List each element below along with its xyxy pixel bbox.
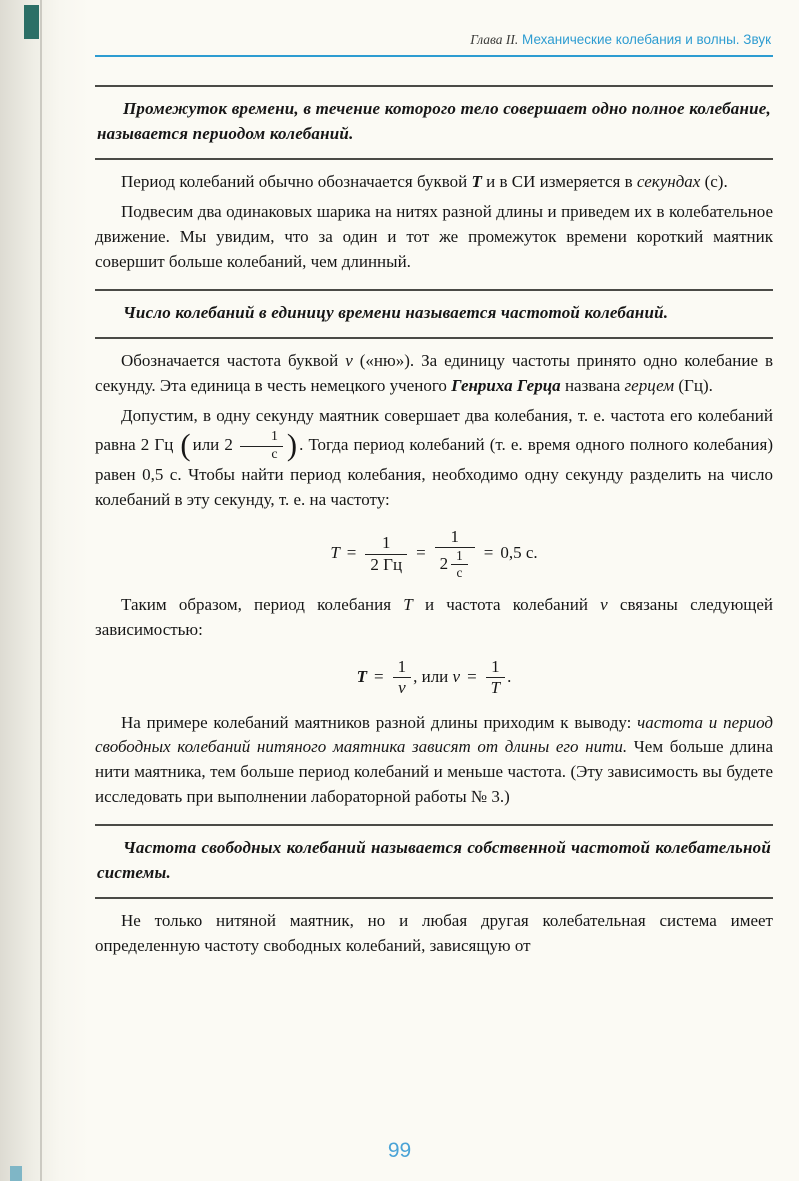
scan-corner-mark — [24, 5, 39, 39]
fraction — [393, 657, 412, 699]
paragraph-length-dependence — [95, 711, 773, 810]
fraction-numerator: 1 — [435, 527, 475, 548]
paragraph-two-pendulums: Подвесим два одинаковых шарика на нитях разной длины и приведем их в колебательное движение. Мы увидим, что за один и тот же промежуток времени короткий маятник совершит больше колебаний, чем длинный. — [95, 202, 773, 271]
formula-connector: , или — [413, 666, 453, 686]
text-run: . Тогда период колебаний (т. е. время одного полного колебания) равен 0,5 с. Чтобы найти период колебания, необходимо одну секунду разделить на число колебаний в эту секунду, т. е. на частоту: — [95, 434, 773, 510]
definition-frequency — [95, 289, 773, 340]
equals-sign: = — [346, 542, 357, 562]
text-run: Обозначается частота буквой — [121, 351, 346, 371]
denominator-group — [440, 548, 470, 581]
text-run: Чем больше длина нити маятника, тем больше период колебаний и меньше частота. (Эту зависимость вы будете исследовать при выполнении лабораторной работы № 3.) — [95, 737, 773, 806]
open-paren: ( — [180, 428, 191, 463]
chapter-title: Механические колебания и волны. Звук — [518, 32, 771, 47]
nested-fraction — [451, 548, 468, 581]
scan-edge-shadow — [40, 0, 42, 1181]
text-run: связаны следующей зависимостью: — [95, 595, 773, 639]
emphasis-conclusion: частота и период свободных колебаний нитяного маятника зависят от длины его нити. — [95, 712, 773, 757]
formula-term: T — [356, 666, 367, 686]
emphasis-hertz: герцем — [624, 376, 675, 396]
fraction — [486, 657, 505, 699]
paragraph-example-two-oscillations — [95, 404, 773, 513]
equals-sign: = — [467, 666, 477, 686]
chapter-header — [95, 30, 773, 50]
text-run: (с). — [700, 172, 728, 192]
text-run: (Гц). — [674, 376, 713, 396]
fraction-denominator: с — [271, 446, 278, 462]
definition-natural-frequency — [95, 824, 773, 900]
fraction-numerator: 1 — [486, 657, 505, 678]
emphasis-seconds: секундах — [636, 172, 701, 192]
scan-bottom-mark — [10, 1166, 22, 1181]
symbol-nu: ν — [345, 351, 353, 371]
fraction-denominator: 2 Гц — [370, 554, 403, 574]
fraction-numerator: 1 — [365, 533, 407, 554]
symbol-nu: ν — [600, 595, 608, 615]
page-number: 99 — [387, 1139, 412, 1162]
text-run: Допустим, в одну секунду маятник совершает два колебания, т. е. частота его колебаний равна 2 Гц — [95, 406, 773, 454]
formula-term: ν — [452, 666, 461, 686]
formula-result: 0,5 с. — [500, 542, 538, 562]
definition-period — [95, 85, 773, 161]
symbol-T: T — [403, 595, 413, 615]
paragraph-relation-intro — [95, 593, 773, 643]
paragraph-frequency-unit — [95, 349, 773, 399]
page-content — [95, 30, 773, 964]
text-run: На примере колебаний маятников разной длины приходим к выводу: — [121, 712, 638, 732]
fraction — [435, 527, 475, 581]
symbol-T: T — [471, 172, 482, 192]
text-run: и в СИ измеряется в — [481, 172, 637, 192]
fraction-numerator: 1 — [451, 548, 468, 565]
coefficient: 2 — [439, 554, 449, 574]
text-run: или 2 — [192, 434, 238, 454]
fraction — [365, 533, 407, 575]
formula-term: T — [330, 542, 340, 562]
chapter-label: Глава II. — [470, 32, 519, 47]
formula-period-calculation — [95, 527, 773, 581]
fraction-numerator: 1 — [240, 429, 283, 447]
text-run: («ню»). За единицу частоты принято одно колебание в секунду. Эта единица в честь немецкого ученого — [95, 351, 773, 396]
definition-text: Частота свободных колебаний называется собственной частотой колебательной системы. — [97, 837, 771, 882]
fraction-denominator — [435, 548, 475, 581]
inline-fraction-one-per-second — [240, 429, 283, 463]
fraction-denominator: T — [490, 678, 501, 698]
text-run: и частота колебаний — [412, 595, 601, 615]
formula-period-frequency-relation — [95, 657, 773, 699]
definition-text: Промежуток времени, в течение которого тело совершает одно полное колебание, называется периодом колебаний. — [97, 98, 771, 143]
header-rule — [95, 55, 773, 57]
equals-sign: = — [374, 666, 384, 686]
fraction-denominator: ν — [398, 678, 406, 698]
definition-text: Число колебаний в единицу времени называется частотой колебаний. — [123, 302, 669, 322]
equals-sign: = — [483, 542, 494, 562]
fraction-denominator: с — [456, 565, 463, 581]
equals-sign: = — [416, 542, 426, 562]
fraction-numerator: 1 — [393, 657, 412, 678]
close-paren: ) — [286, 428, 298, 463]
formula-period-dot: . — [507, 666, 512, 686]
paragraph-period-designation — [95, 170, 773, 195]
text-run: Таким образом, период колебания — [121, 595, 404, 615]
paragraph-any-oscillating-system: Не только нитяной маятник, но и любая другая колебательная система имеет определенную частоту свободных колебаний, зависящую от — [95, 911, 773, 956]
emphasis-hertz-name: Генриха Герца — [451, 376, 561, 396]
text-run: Период колебаний обычно обозначается буквой — [121, 172, 472, 192]
text-run: названа — [560, 376, 625, 396]
